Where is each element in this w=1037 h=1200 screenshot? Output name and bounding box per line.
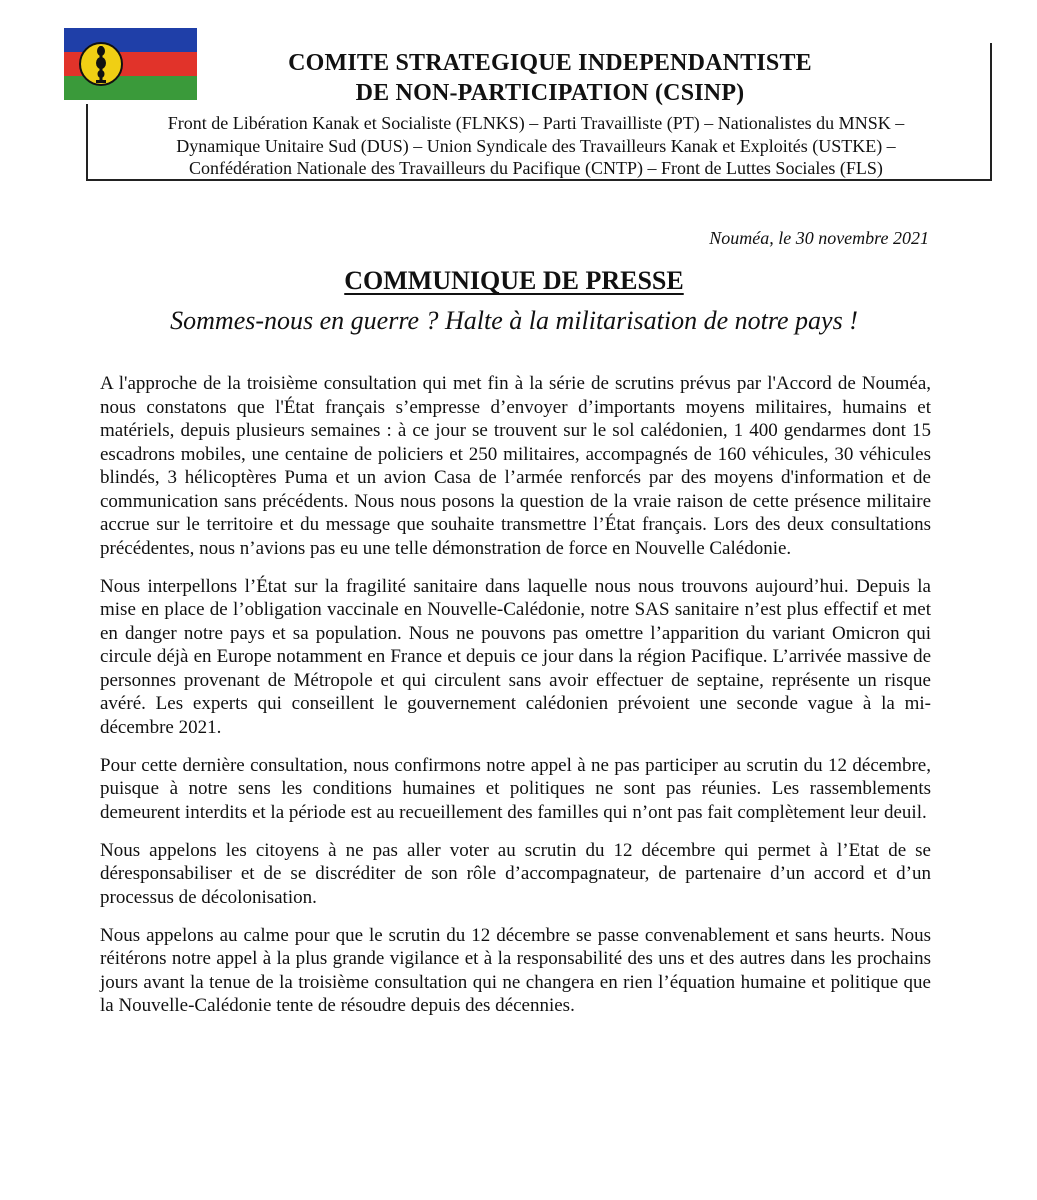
members-line-1: Front de Libération Kanak et Socialiste (FLNKS) – Parti Travailliste (PT) – Nationalistes du MNSK – bbox=[167, 113, 905, 133]
body-paragraph-1: A l'approche de la troisième consultation qui met fin à la série de scrutins prévus par l'Accord de Nouméa, nous constatons que l'État français s’empresse d’envoyer d’importants moyens militaires, humains et matériels, depuis plusieurs semaines : à ce jour se trouvent sur le sol calédonien, 1 400 gendarmes dont 15 escadrons mobiles, une centaine de policiers et 250 militaires, accompagnés de 160 véhicules, 30 véhicules blindés, 3 hélicoptères Puma et un avion Casa de l’armée renforcés par des moyens d'information et de communication sans précédents. Nous nous posons la question de la vraie raison de cette présence militaire accrue sur le territoire et du message que souhaite transmettre l’État français. Lors des deux consultations précédentes, nous n’avions pas eu une telle démonstration de force en Nouvelle Calédonie. bbox=[100, 373, 931, 559]
members-line-2: Dynamique Unitaire Sud (DUS) – Union Syndicale des Travailleurs Kanak et Exploités (USTKE) – bbox=[176, 135, 896, 156]
document-date: Nouméa, le 30 novembre 2021 bbox=[709, 228, 929, 248]
header-frame-left-line bbox=[86, 104, 88, 180]
organisation-title-line-2: DE NON-PARTICIPATION (CSINP) bbox=[355, 80, 745, 106]
body-paragraph-2: Nous interpellons l’État sur la fragilité sanitaire dans laquelle nous nous trouvons aujourd’hui. Depuis la mise en place de l’obligation vaccinale en Nouvelle-Calédonie, notre SAS sanitaire n’est plus effectif et met en danger notre pays et sa population. Nous ne pouvons pas omettre l’apparition du variant Omicron qui circule déjà en Europe notamment en France et depuis ce jour dans la région Pacifique. L’arrivée massive de personnes provenant de Métropole et qui circulent sans avoir effectuer de septaine, représente un risque avéré. Les experts qui conseillent le gouvernement calédonien prévoient une seconde vague à la mi-décembre 2021. bbox=[100, 575, 931, 738]
members-line-3: Confédération Nationale des Travailleurs du Pacifique (CNTP) – Front de Luttes Sociales (FLS) bbox=[189, 158, 883, 178]
body-paragraph-3: Pour cette dernière consultation, nous confirmons notre appel à ne pas participer au scrutin du 12 décembre, puisque à notre sens les conditions humaines et politiques ne sont pas réunies. Les rassemblements demeurent interdits et la période est au recueillement des familles qui n’ont pas fait complètement leur deuil. bbox=[100, 754, 931, 823]
press-release-subtitle: Sommes-nous en guerre ? Halte à la militarisation de notre pays ! bbox=[170, 306, 858, 335]
body-paragraph-5: Nous appelons au calme pour que le scrutin du 12 décembre se passe convenablement et sans heurts. Nous réitérons notre appel à la plus grande vigilance et à la responsabilité des uns et des autres dans les prochains jours avant la tenue de la troisième consultation qui ne changera en rien l’équation humaine et politique que la Nouvelle-Calédonie tente de résoudre depuis des décennies. bbox=[100, 924, 931, 1016]
organisation-title bbox=[230, 48, 870, 108]
member-organisations bbox=[96, 112, 976, 180]
body-paragraph-4: Nous appelons les citoyens à ne pas aller voter au scrutin du 12 décembre qui permet à l’Etat de se déresponsabiliser et de se discréditer de son rôle d’accompagnateur, de partenaire d’un accord et d’un processus de décolonisation. bbox=[100, 839, 931, 908]
press-release-title: COMMUNIQUE DE PRESSE bbox=[344, 266, 684, 295]
organisation-title-line-1: COMITE STRATEGIQUE INDEPENDANTISTE bbox=[288, 50, 812, 76]
press-release-body bbox=[100, 372, 931, 1032]
